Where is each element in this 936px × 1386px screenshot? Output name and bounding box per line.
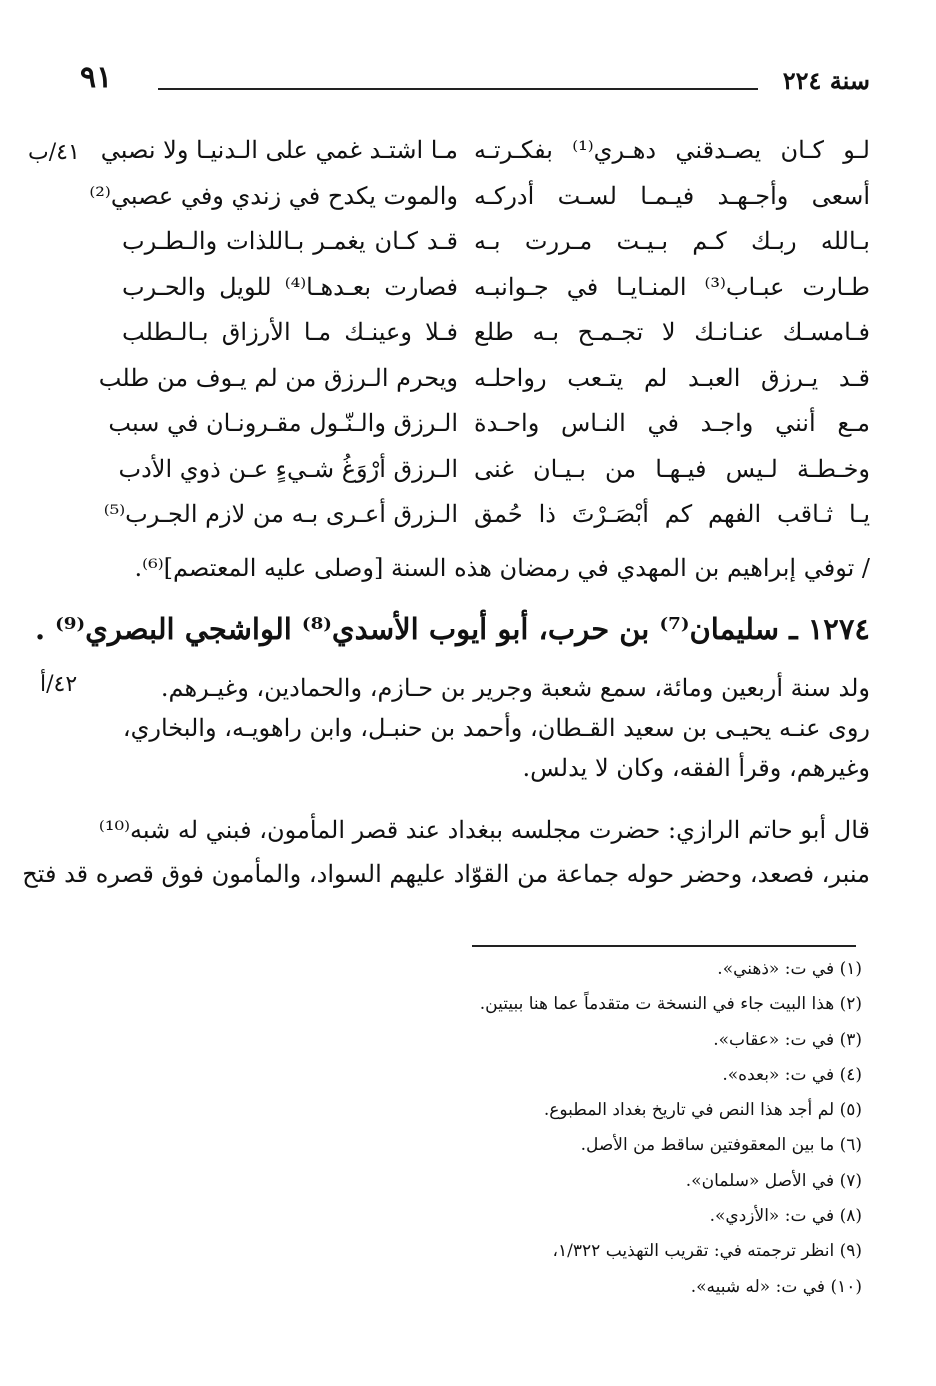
verse-hemistich: مـا اشتـد غمي على الـدنيـا ولا نصبي [100, 136, 458, 164]
running-head-year: سنة ٢٢٤ [782, 66, 870, 95]
verse-hemistich: فـلا وعينـك مـا الأرزاق بـالـطلب [122, 318, 458, 346]
page-number: ٩١ [80, 60, 113, 95]
verse-hemistich: طـارت عبـاب⁽³⁾ المنـايـا في جـوانبـه [474, 272, 870, 301]
verse-hemistich: بـالله ربـك كـم بـيـت مـررت بـه [474, 227, 870, 255]
verse-hemistich: فـامسـك عنـانـك لا تجـمـح بـه طلع [474, 318, 870, 346]
poem-left-column [89, 128, 458, 538]
footnote: (٨) في ت: «الأزدي». [709, 1206, 862, 1227]
paragraph-line: وغيرهم، وقرأ الفقه، وكان لا يدلس. [522, 754, 870, 782]
footnote: (٦) ما بين المعقوفتين ساقط من الأصل. [580, 1135, 862, 1156]
verse-hemistich: فصارت بعـدهـا⁽⁴⁾ للويل والحـرب [122, 272, 458, 301]
footnote: (١) في ت: «ذهني». [717, 959, 862, 979]
paragraph-line: ولد سنة أربعين ومائة، سمع شعبة وجرير بن حـازم، والحمادين، وغيـرهم. [160, 674, 870, 702]
footnote: (٣) في ت: «عقاب». [713, 1029, 862, 1050]
verse-hemistich: يـا ثـاقب الفهم كم أبْصَـرْتَ ذا حُمق [474, 500, 870, 528]
verse-hemistich: لـو كـان يصـدقني دهـري⁽¹⁾ بفكـرتـه [474, 136, 870, 164]
page-header [80, 60, 870, 106]
entry-heading: ١٢٧٤ ـ سليمان⁽⁷⁾ بن حرب، أبو أيوب الأسدي⁽⁸⁾ الواشجي البصري⁽⁹⁾ . [34, 612, 870, 646]
verse-hemistich: الـرزق أرْوَغُ شـيءٍ عـن ذوي الأدب [118, 454, 458, 483]
verse-hemistich: والموت يكدح في زندي وفي عصبي⁽²⁾ [89, 181, 458, 210]
paragraph-line: منبر، فصعد، وحضر حوله جماعة من القوّاد عليهم السواد، والمأمون فوق قصره قد فتح [22, 860, 870, 888]
verse-hemistich: الـرزق والـنّـول مقـرونـان في سبب [108, 409, 458, 437]
manuscript-folio-mark: ٤٢/أ [40, 672, 78, 697]
verse-hemistich: الـزرق أعـرى بـه من لازم الجـرب⁽⁵⁾ [103, 500, 458, 528]
verse-hemistich: قـد كـان يغمـر بـاللذات والـطـرب [122, 227, 458, 255]
poem-right-column [474, 128, 870, 538]
verse-hemistich: أسعى وأجـهـد فيـمـا لسـت أدركـه [474, 181, 870, 210]
footnote: (٧) في الأصل «سلمان». [685, 1170, 862, 1191]
footnote: (٩) انظر ترجمته في: تقريب التهذيب ١/٣٢٢، [552, 1241, 862, 1262]
paragraph-line: روى عنـه يحيـى بن سعيد القـطان، وأحمد بن حنبـل، وابن راهويـه، والبخاري، [122, 714, 870, 742]
footnote-separator [472, 945, 856, 947]
verse-hemistich: ويحرم الـرزق من لم يـوف من طلب [98, 363, 458, 392]
verse-hemistich: وخـطـة لـيس فيـهـا من بـيـان غنى [474, 454, 870, 483]
death-note: / توفي إبراهيم بن المهدي في رمضان هذه السنة [وصلى عليه المعتصم]⁽⁶⁾. [134, 554, 870, 582]
poem-block [0, 128, 936, 528]
paragraph-line: قال أبو حاتم الرازي: حضرت مجلسه ببغداد عند قصر المأمون، فبني له شبه⁽¹⁰⁾ [98, 816, 870, 844]
biography-paragraph [124, 668, 870, 788]
footnote: (٢) هذا البيت جاء في النسخة ت متقدماً عما هنا ببيتين. [479, 994, 862, 1015]
header-rule [158, 88, 758, 90]
footnote: (١٠) في ت: «له شبيه». [690, 1276, 862, 1297]
footnote: (٤) في ت: «بعده». [722, 1064, 862, 1085]
verse-hemistich: قـد يـرزق العبـد لم يتـعب رواحلـه [474, 363, 870, 392]
footnote: (٥) لم أجد هذا النص في تاريخ بغداد المطبوع. [543, 1100, 862, 1121]
verse-hemistich: مـع أنني واجـد في النـاس واحـدة [474, 409, 870, 437]
manuscript-folio-mark: ٤١/ب [28, 140, 80, 165]
footnotes [142, 952, 862, 1305]
narration-paragraph [22, 808, 870, 896]
